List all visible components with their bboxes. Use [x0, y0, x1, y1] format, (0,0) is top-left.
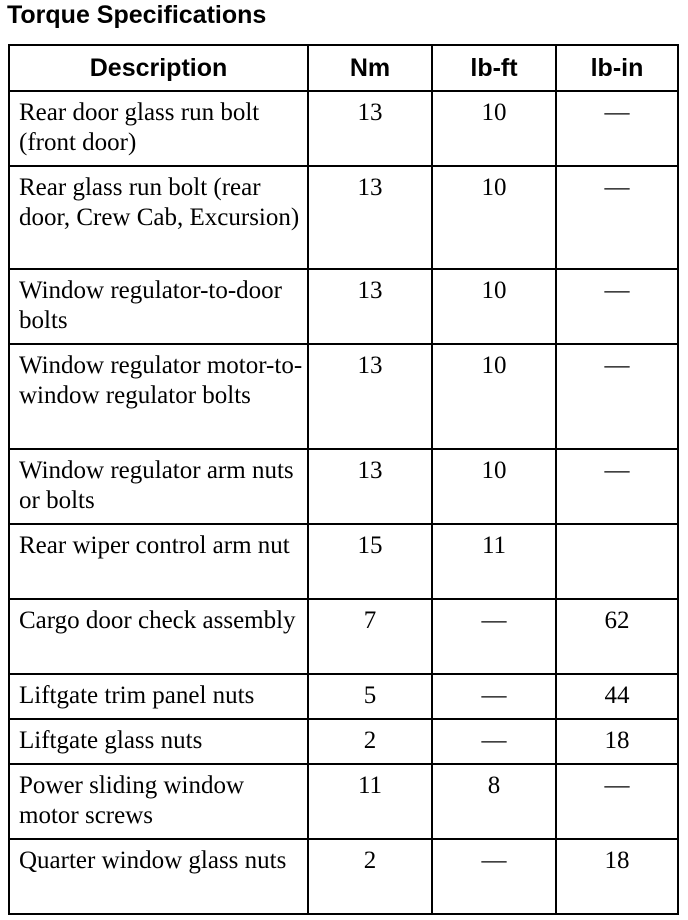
column-header-nm: Nm [308, 45, 432, 91]
cell-nm: 5 [308, 674, 432, 719]
cell-description: Window regulator arm nuts or bolts [9, 449, 308, 524]
cell-lb-ft: — [432, 839, 556, 914]
column-header-lb-in: lb-in [556, 45, 678, 91]
cell-lb-ft: — [432, 674, 556, 719]
cell-lb-in: 62 [556, 599, 678, 674]
table-row [9, 674, 678, 719]
cell-lb-in: — [556, 344, 678, 449]
cell-lb-in: — [556, 91, 678, 166]
cell-lb-in: — [556, 166, 678, 269]
cell-description: Rear door glass run bolt (front door) [9, 91, 308, 166]
cell-nm: 13 [308, 166, 432, 269]
cell-nm: 11 [308, 764, 432, 839]
cell-lb-ft: 10 [432, 166, 556, 269]
cell-lb-ft: 10 [432, 91, 556, 166]
table-row [9, 449, 678, 524]
table-row [9, 91, 678, 166]
column-header-lb-ft: lb-ft [432, 45, 556, 91]
cell-nm: 7 [308, 599, 432, 674]
table-row [9, 166, 678, 269]
cell-lb-in: — [556, 764, 678, 839]
table-header-row [9, 45, 678, 91]
cell-description: Liftgate glass nuts [9, 719, 308, 764]
cell-lb-in: 18 [556, 719, 678, 764]
cell-nm: 13 [308, 269, 432, 344]
cell-lb-ft: — [432, 599, 556, 674]
torque-spec-table [8, 44, 679, 915]
cell-lb-in: — [556, 449, 678, 524]
table-row [9, 269, 678, 344]
table-row [9, 839, 678, 914]
cell-description: Cargo door check assembly [9, 599, 308, 674]
cell-lb-in [556, 524, 678, 599]
cell-lb-in: 18 [556, 839, 678, 914]
cell-lb-ft: 10 [432, 449, 556, 524]
page-title: Torque Specifications [7, 1, 267, 29]
cell-nm: 13 [308, 91, 432, 166]
cell-nm: 13 [308, 344, 432, 449]
table-row [9, 764, 678, 839]
cell-lb-in: 44 [556, 674, 678, 719]
cell-nm: 13 [308, 449, 432, 524]
table-row [9, 719, 678, 764]
cell-lb-ft: — [432, 719, 556, 764]
cell-description: Liftgate trim panel nuts [9, 674, 308, 719]
column-header-description: Description [9, 45, 308, 91]
cell-description: Window regulator-to-door bolts [9, 269, 308, 344]
cell-lb-ft: 10 [432, 344, 556, 449]
cell-description: Rear glass run bolt (rear door, Crew Cab, Excursion) [9, 166, 308, 269]
cell-nm: 2 [308, 839, 432, 914]
table-row [9, 344, 678, 449]
cell-nm: 15 [308, 524, 432, 599]
table-row [9, 599, 678, 674]
cell-description: Window regulator motor-to-window regulator bolts [9, 344, 308, 449]
cell-lb-ft: 11 [432, 524, 556, 599]
cell-description: Power sliding window motor screws [9, 764, 308, 839]
table-row [9, 524, 678, 599]
cell-lb-in: — [556, 269, 678, 344]
cell-description: Quarter window glass nuts [9, 839, 308, 914]
cell-lb-ft: 8 [432, 764, 556, 839]
cell-lb-ft: 10 [432, 269, 556, 344]
cell-nm: 2 [308, 719, 432, 764]
cell-description: Rear wiper control arm nut [9, 524, 308, 599]
